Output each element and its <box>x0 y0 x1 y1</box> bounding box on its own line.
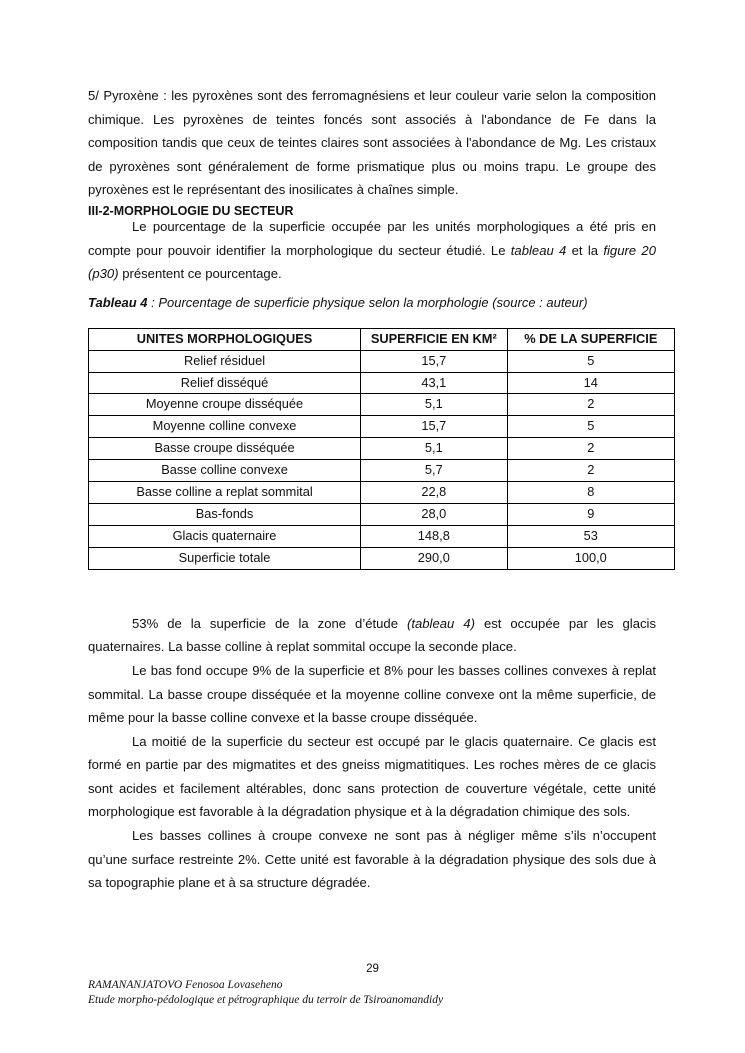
percent-cell: 5 <box>507 350 674 372</box>
pyroxene-paragraph: 5/ Pyroxène : les pyroxènes sont des ferromagnésiens et leur couleur varie selon la composition chimique. Les pyroxènes de teintes foncés sont associés à l'abondance de Fe dans la composition tandis que ceux de teintes claires sont associées à l'abondance de Mg. Les cristaux de pyroxènes sont généralement de forme prismatique plus ou moins trapu. Le groupe des pyroxènes est le représentant des inosilicates à chaînes simple. <box>88 88 656 198</box>
section-heading: III-2-MORPHOLOGIE DU SECTEUR <box>88 203 294 218</box>
analysis-paragraph-1 <box>88 612 656 659</box>
table-row <box>89 350 675 372</box>
intro-text-2: et la <box>566 242 604 258</box>
intro-table-ref: tableau 4 <box>510 242 567 258</box>
page-number: 29 <box>366 963 379 975</box>
area-cell: 15,7 <box>361 350 508 372</box>
caption-label: Tableau 4 <box>88 294 148 310</box>
area-cell: 15,7 <box>361 416 508 438</box>
percent-cell: 5 <box>507 416 674 438</box>
area-cell: 5,7 <box>361 460 508 482</box>
unit-cell: Basse croupe disséquée <box>89 438 361 460</box>
area-cell: 28,0 <box>361 504 508 526</box>
percent-cell: 9 <box>507 504 674 526</box>
area-cell: 290,0 <box>361 547 508 569</box>
intro-figure-ref: figure 20 (p30) <box>88 242 656 282</box>
analysis-paragraph-2: Le bas fond occupe 9% de la superficie et 8% pour les basses collines convexes à replat sommital. La basse croupe disséquée et la moyenne colline convexe ont la même superficie, de même pour la basse colline convexe et la basse croupe disséquée. <box>88 662 656 726</box>
area-cell: 5,1 <box>361 394 508 416</box>
morphology-table <box>88 328 675 570</box>
page-footer <box>88 978 443 1008</box>
p1-text-2: est occupée par les glacis quaternaires. La basse colline à replat sommital occupe la seconde place. <box>88 615 656 655</box>
percent-cell: 2 <box>507 438 674 460</box>
footer-author: RAMANANJATOVO Fenosoa Lovaseheno <box>88 979 283 991</box>
intro-paragraph <box>88 215 656 286</box>
unit-cell: Relief disséqué <box>89 372 361 394</box>
percent-cell: 100,0 <box>507 547 674 569</box>
area-cell: 22,8 <box>361 482 508 504</box>
unit-cell: Relief résiduel <box>89 350 361 372</box>
document-page <box>88 84 656 895</box>
table-row <box>89 394 675 416</box>
area-cell: 43,1 <box>361 372 508 394</box>
percent-cell: 14 <box>507 372 674 394</box>
table-row <box>89 504 675 526</box>
table-row <box>89 525 675 547</box>
analysis-paragraph-3: La moitié de la superficie du secteur est occupé par le glacis quaternaire. Ce glacis est formé en partie par des migmatites et des gneiss migmatitiques. Les roches mères de ce glacis sont acides et facilement altérables, donc sans protection de couverture végétale, cette unité morphologique est favorable à la dégradation physique et à la dégradation chimique des sols. <box>88 733 656 820</box>
area-cell: 5,1 <box>361 438 508 460</box>
intro-text-3: présentent ce pourcentage. <box>118 266 282 282</box>
intro-text-1: Le pourcentage de la superficie occupée par les unités morphologiques a été pris en compte pour pouvoir identifier la morphologique du secteur étudié. Le <box>88 218 656 258</box>
unit-cell: Glacis quaternaire <box>89 525 361 547</box>
table-row <box>89 438 675 460</box>
unit-cell: Moyenne croupe disséquée <box>89 394 361 416</box>
footer-title: Etude morpho-pédologique et pétrographique du terroir de Tsiroanomandidy <box>88 994 444 1006</box>
unit-cell: Superficie totale <box>89 547 361 569</box>
percent-cell: 8 <box>507 482 674 504</box>
area-cell: 148,8 <box>361 525 508 547</box>
table-row <box>89 460 675 482</box>
unit-cell: Basse colline convexe <box>89 460 361 482</box>
analysis-section <box>88 612 656 895</box>
p1-text-1: 53% de la superficie de la zone d’étude <box>132 615 407 631</box>
table-caption <box>88 294 656 312</box>
table-total-row <box>89 547 675 569</box>
analysis-paragraph-4: Les basses collines à croupe convexe ne sont pas à négliger même s’ils n’occupent qu’une surface restreinte 2%. Cette unité est favorable à la dégradation physique des sols due à sa topographie plane et à sa structure dégradée. <box>88 828 656 891</box>
unit-cell: Basse colline a replat sommital <box>89 482 361 504</box>
unit-cell: Moyenne colline convexe <box>89 416 361 438</box>
table-row <box>89 372 675 394</box>
header-percent: % DE LA SUPERFICIE <box>507 328 674 350</box>
percent-cell: 2 <box>507 394 674 416</box>
header-units: UNITES MORPHOLOGIQUES <box>89 328 361 350</box>
header-area: SUPERFICIE EN KM² <box>361 328 508 350</box>
table-header-row <box>89 328 675 350</box>
p1-table-ref: (tableau 4) <box>407 615 475 631</box>
table-row <box>89 482 675 504</box>
percent-cell: 2 <box>507 460 674 482</box>
unit-cell: Bas-fonds <box>89 504 361 526</box>
table-row <box>89 416 675 438</box>
percent-cell: 53 <box>507 525 674 547</box>
caption-text: : Pourcentage de superficie physique selon la morphologie (source : auteur) <box>147 294 588 310</box>
